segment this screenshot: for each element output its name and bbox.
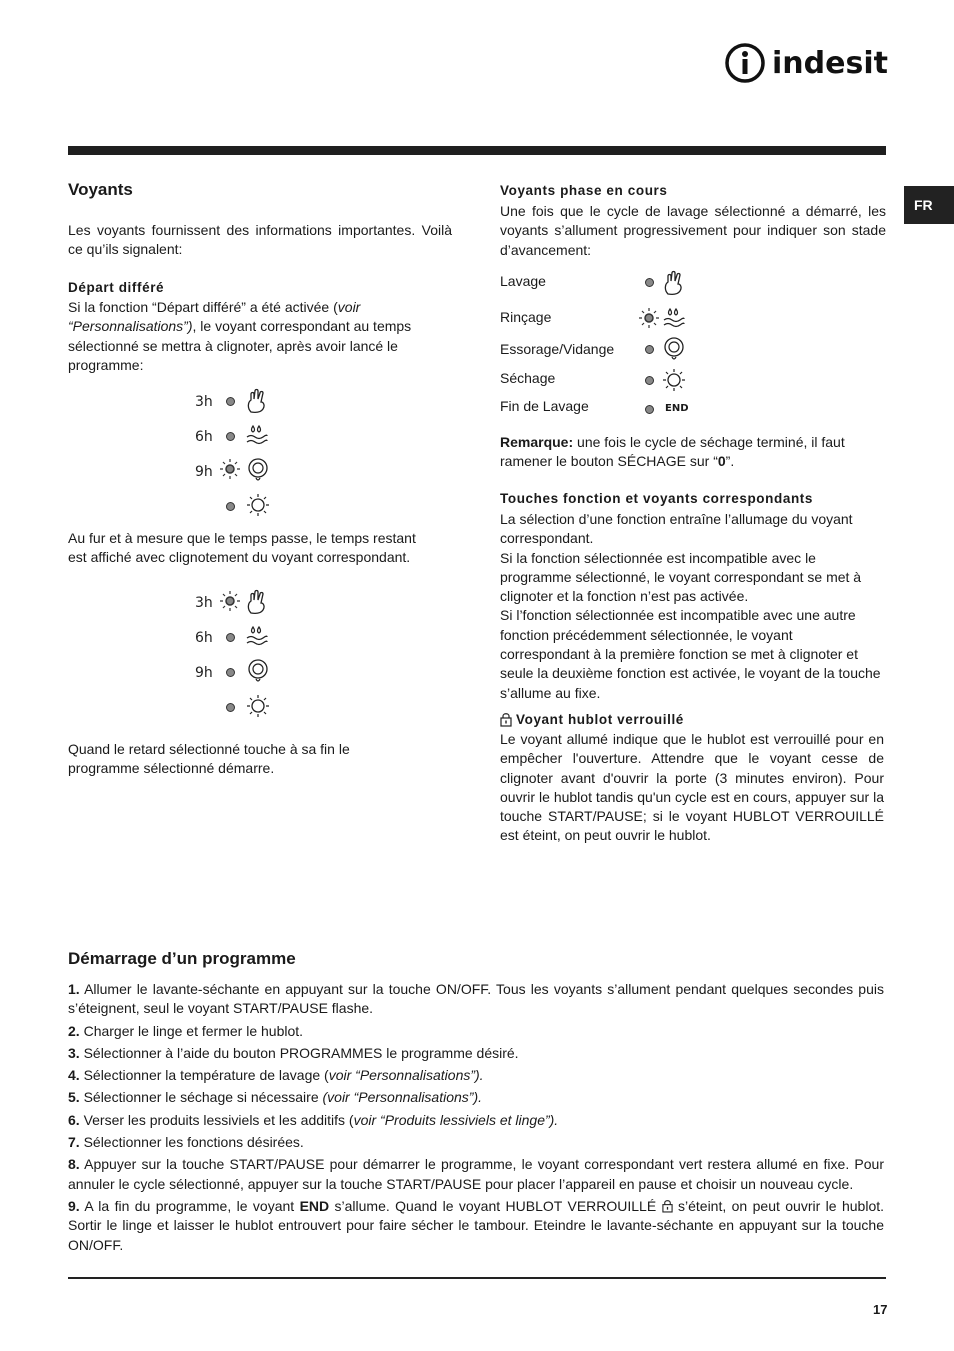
list-item: 7. Sélectionner les fonctions désirées. [68,1134,304,1151]
list-item: 9. A la fin du programme, le voyant END s’allume. Quand le voyant HUBLOT VERROUILLÉ s’éteint, on peut ouvrir le hublot. Sortir le linge et laisser le hublot entrouvert pour faire sécher le tambour. Eteindre le lavante-séchante en appuyant sur la touche ON/OFF. [68,1197,885,1253]
wash-icon [245,589,267,615]
timer-label-6h: 6h [195,630,213,646]
phase-title: Voyants phase en cours [500,183,668,198]
remarque: Remarque: une fois le cycle de séchage terminé, il faut ramener le bouton SÉCHAGE sur “0”. [500,434,845,470]
phase-label-lavage: Lavage [500,273,546,289]
list-item: 4. Sélectionner la température de lavage (voir “Personnalisations”). [68,1067,484,1084]
page-number: 17 [873,1302,888,1317]
list-item: 3. Sélectionner à l’aide du bouton PROGRAMMES le programme désiré. [68,1044,519,1061]
rinse-icon [245,423,269,447]
indesit-i-icon [724,42,766,84]
led-sechage [645,376,654,385]
header-rule [68,146,886,155]
led-dry [226,502,235,511]
led-6h [226,432,235,441]
list-item: 1. Allumer le lavante-séchante en appuyant sur la touche ON/OFF. Tous les voyants s’allument pendant quelques secondes puis s’éteignent, seul le voyant START/PAUSE flashe. [68,981,884,1017]
spin-icon [246,658,270,684]
indesit-logo [724,40,894,86]
rinse-icon [245,624,269,648]
led-lavage [645,278,654,287]
phase-diagram [500,270,700,420]
end-text: Quand le retard sélectionné touche à sa fin le programme sélectionné démarre. [68,741,350,777]
rinse-icon [662,306,686,330]
timer-label-6h: 6h [195,429,213,445]
timer-diagram-1 [190,385,290,525]
voyants-section [68,180,452,200]
dry-icon [662,368,686,392]
phase-intro: Une fois que le cycle de lavage sélectionné a démarré, les voyants s’allument progressivement pour indiquer son stade d’avancement: [500,203,886,258]
list-item: 6. Verser les produits lessiviels et les additifs (voir “Produits lessiviels et linge”). [68,1111,559,1128]
phase-label-essorage: Essorage/Vidange [500,341,615,357]
depart-text: Si la fonction “Départ différé” a été activée (voir “Personnalisations”), le voyant correspondant au temps sélectionné se mettra à clignoter, après avoir lancé le programme: [68,299,412,373]
led-essorage [645,345,654,354]
blinking-led-icon [218,457,242,481]
phase-label-sechage: Séchage [500,370,556,386]
led-fin [645,405,654,414]
timer-label-9h: 9h [195,665,213,681]
brand-name: indesit [772,45,888,81]
dry-icon [246,493,270,517]
demarrage-title: Démarrage d’un programme [68,949,296,968]
led-3h [226,397,235,406]
timer-label-3h: 3h [195,595,213,611]
wash-icon [662,270,684,296]
end-label: END [665,403,689,414]
led-6h [226,633,235,642]
dry-icon [246,694,270,718]
voyants-intro: Les voyants fournissent des informations importantes. Voilà ce qu’ils signalent: [68,222,452,258]
after-text: Au fur et à mesure que le temps passe, le temps restant est affiché avec clignotement du voyant correspondant. [68,530,416,566]
wash-icon [245,388,267,414]
timer-diagram-2 [190,586,290,726]
list-item: 5. Sélectionner le séchage si nécessaire (voir “Personnalisations”). [68,1089,482,1106]
demarrage-section [68,949,296,969]
footer-rule [68,1277,886,1279]
lock-icon [662,1199,673,1213]
language-tab: FR [904,186,954,224]
led-dry [226,703,235,712]
voyants-title: Voyants [68,180,133,199]
list-item: 8. Appuyer sur la touche START/PAUSE pour démarrer le programme, le voyant correspondant vert restera allumé en fixe. Pour annuler le cycle sélectionné, appuyer sur la touche START/PAUSE pour placer l’appareil en pause et choisir un nouveau cycle. [68,1156,884,1192]
touches-text: La sélection d’une fonction entraîne l’allumage du voyant correspondant. Si la fonction sélectionnée est incompatible avec le programme sélectionné, le voyant correspondant se met à clignoter et la fonction n’est pas activée. Si l’fonction sélectionnée est incompatible avec une autre fonction précédemment sélectionnée, le voyant correspondant à la première fonction se met à clignoter et seule la deuxième fonction est activée, le voyant de la touche s’allume au fixe. [500,511,881,701]
depart-title: Départ différé [68,280,165,295]
list-item: 2. Charger le linge et fermer le hublot. [68,1022,304,1039]
lock-icon [500,712,512,727]
blinking-led-icon [218,589,242,613]
led-9h [226,668,235,677]
hublot-text: Le voyant allumé indique que le hublot est verrouillé pour en empêcher l'ouverture. Attendre que le voyant cesse de clignoter avant d'ouvrir la porte (3 minutes environ). Pour ouvrir le hublot tandis qu'un cycle est en cours, appuyer sur la touche START/PAUSE; si le voyant HUBLOT VERROUILLÉ est éteint, on peut ouvrir le hublot. [500,731,884,844]
touches-title: Touches fonction et voyants correspondants [500,491,813,506]
spin-icon [246,457,270,483]
hublot-title-row [500,712,684,727]
steps-list [68,980,884,1258]
phase-label-fin: Fin de Lavage [500,398,589,414]
timer-label-3h: 3h [195,394,213,410]
blinking-led-icon [637,306,661,330]
spin-icon [662,336,686,362]
timer-label-9h: 9h [195,464,213,480]
hublot-title: Voyant hublot verrouillé [516,712,684,727]
phase-label-rincage: Rinçage [500,309,552,325]
